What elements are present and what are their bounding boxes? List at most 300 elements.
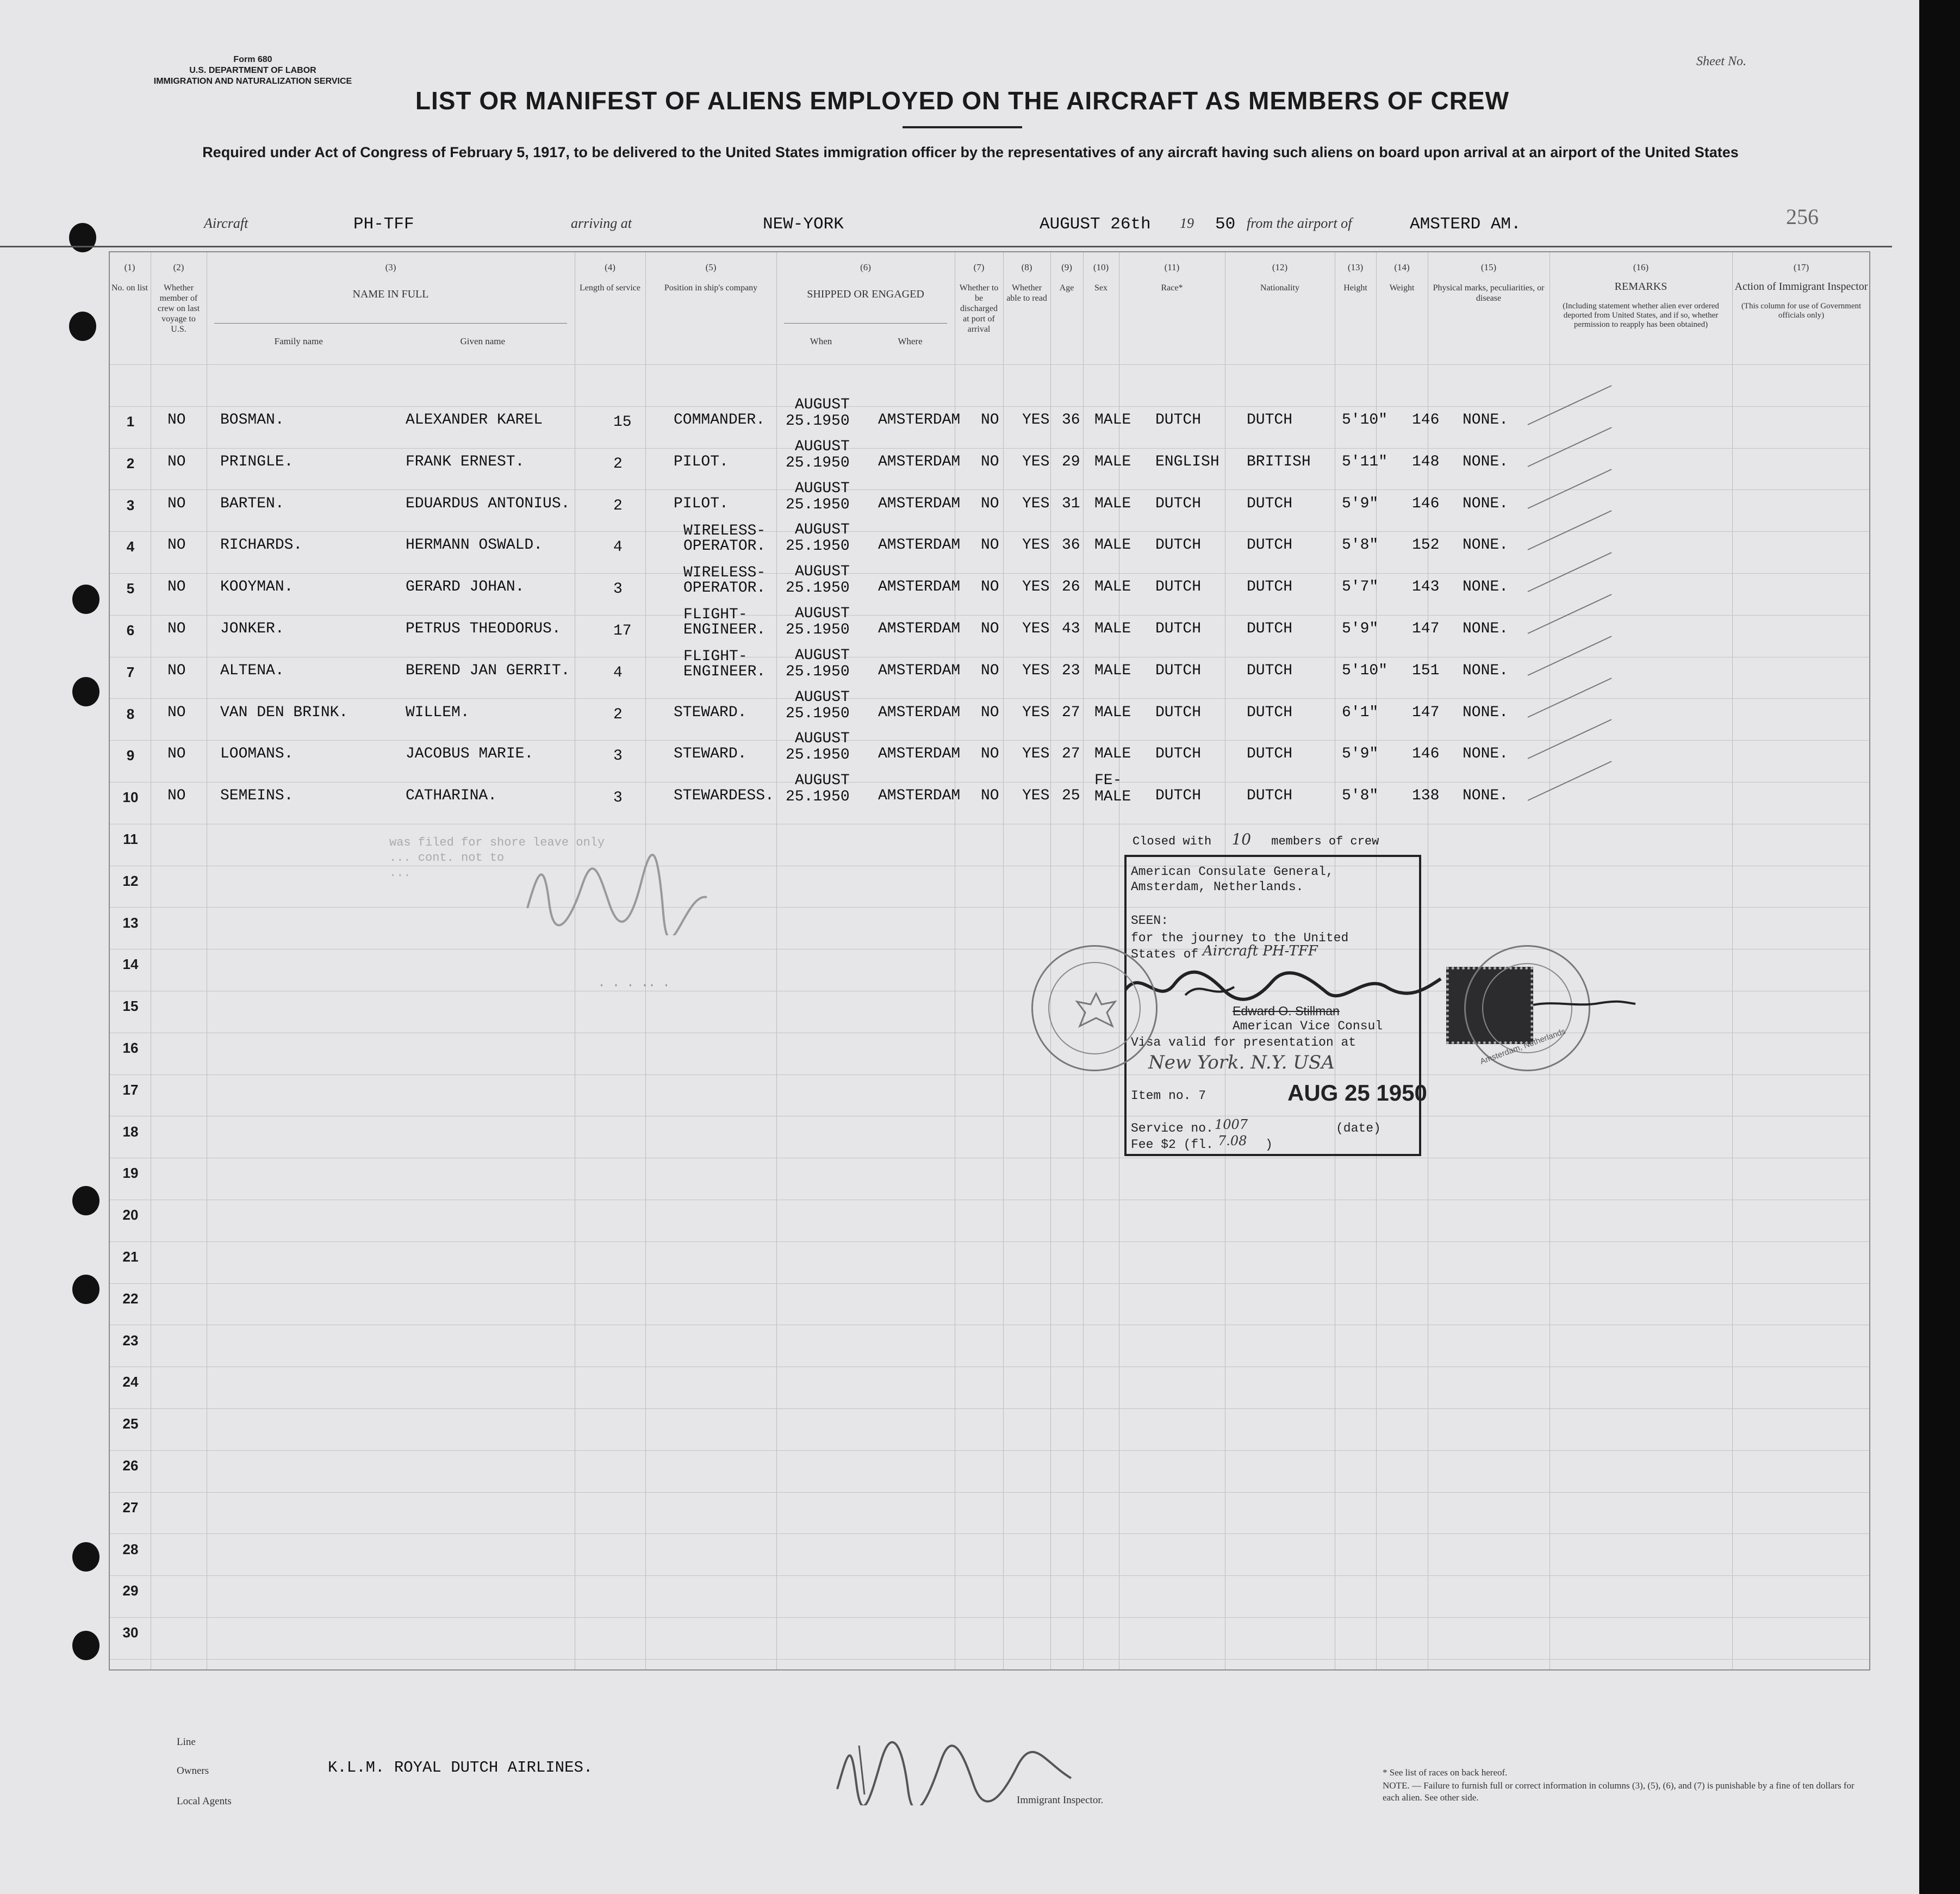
discharged: NO [981,662,999,679]
weight: 138 [1412,787,1440,805]
column-header: Whether to be discharged at port of arrival [959,283,999,334]
date-label: (date) [1336,1121,1381,1135]
shipped-where: AMSTERDAM [878,787,961,805]
punch-hole [72,1275,99,1304]
age: 25 [1062,787,1080,805]
faded-note-line-1: was filed for shore leave only [389,836,605,849]
family-name: BARTEN. [220,495,284,512]
race: DUTCH [1155,620,1202,637]
physical-marks: NONE. [1463,412,1509,429]
height: 6'1" [1342,704,1379,721]
family-name: KOOYMAN. [220,579,294,596]
visa-destination-handwritten: New York. N.Y. USA [1148,1052,1335,1073]
row-number: 29 [122,1582,139,1599]
subheader-rule [214,323,567,324]
able-to-read: YES [1022,787,1050,805]
position: STEWARDESS. [674,787,774,805]
row-number: 17 [122,1081,139,1098]
faded-note-line-3: ... [389,866,411,880]
length-of-service: 3 [613,748,623,765]
column-number: (14) [1394,262,1410,272]
column-header: Physical marks, peculiarities, or disease [1433,283,1545,303]
shipped-where: AMSTERDAM [878,537,961,554]
sex: MALE [1094,537,1131,554]
height: 5'9" [1342,620,1379,637]
column-number: (9) [1061,262,1072,272]
vice-consul-title: American Vice Consul [1233,1019,1383,1033]
length-of-service: 2 [613,455,623,473]
column-number: (13) [1347,262,1364,272]
row-number: 11 [123,831,138,847]
item-number: Item no. 7 [1131,1089,1206,1103]
discharged: NO [981,537,999,554]
column-header: Race* [1161,283,1183,293]
family-name: ALTENA. [220,662,284,679]
row-number: 15 [122,998,139,1015]
physical-marks: NONE. [1463,704,1509,721]
inspector-initials-faded [522,837,729,935]
position: COMMANDER. [674,412,766,429]
column-header: REMARKS [1614,281,1667,293]
fee-label: Fee $2 (fl. [1131,1138,1214,1152]
able-to-read: YES [1022,453,1050,470]
nationality: DUTCH [1247,412,1293,429]
column-subheader: Given name [460,336,506,346]
arriving-label: arriving at [571,215,632,231]
document-title: LIST OR MANIFEST OF ALIENS EMPLOYED ON THE AIRCRAFT AS MEMBERS OF CREW [415,86,1510,115]
column-note: (Including statement whether alien ever ordered deported from United States, and if so, whether permission to reapply has been obtained) [1563,302,1719,329]
weight: 152 [1412,537,1440,554]
row-number: 28 [122,1541,139,1557]
race: DUTCH [1155,537,1202,554]
shipped-where: AMSTERDAM [878,662,961,679]
length-of-service: 2 [613,706,623,723]
department: U.S. DEPARTMENT OF LABOR [189,66,316,75]
weight: 148 [1412,453,1440,470]
position: STEWARD. [674,746,747,763]
form-number: Form 680 [233,55,272,64]
subheader-rule [784,323,947,324]
shipped-where: AMSTERDAM [878,412,961,429]
arrival-date: AUGUST 26th [1040,215,1151,234]
discharged: NO [981,746,999,763]
row-number: 7 [126,663,135,680]
column-number: (1) [124,262,135,272]
given-name: ALEXANDER KAREL [406,412,543,429]
nationality: DUTCH [1247,787,1293,805]
column-number: (10) [1093,262,1109,272]
last-voyage: NO [167,787,186,805]
visa-valid-text: Visa valid for presentation at [1131,1035,1357,1050]
shipped-when: AUGUST [795,521,850,539]
column-subheader: When [810,336,832,346]
shipped-when: 25.1950 [786,705,850,722]
column-number: (5) [705,262,717,272]
column-header: Height [1343,283,1367,293]
sex: MALE [1094,579,1131,596]
column-header: Weight [1389,283,1415,293]
race: DUTCH [1155,412,1202,429]
weight: 147 [1412,704,1440,721]
discharged: NO [981,620,999,637]
column-header: Whether able to read [1006,283,1047,303]
aircraft-value: PH-TFF [353,215,414,234]
seal-text: Amsterdam, Netherlands [1479,1027,1567,1066]
age: 36 [1062,412,1080,429]
owners-value: K.L.M. ROYAL DUTCH AIRLINES. [328,1759,593,1777]
year-prefix: 19 [1180,215,1194,231]
sex: MALE [1094,495,1131,512]
faded-note-line-2: ... cont. not to [389,851,505,865]
age: 27 [1062,746,1080,763]
row-number: 22 [122,1290,139,1307]
row-number: 6 [126,622,135,638]
line-label: Line [177,1736,196,1748]
given-name: CATHARINA. [406,787,497,805]
column-number: (4) [605,262,615,272]
scan-edge [1919,0,1960,1894]
title-rule [903,126,1022,128]
nationality: DUTCH [1247,495,1293,512]
shipped-when: 25.1950 [786,538,850,555]
position: WIRELESS- [683,564,766,582]
sex: MALE [1094,788,1131,806]
age: 36 [1062,537,1080,554]
shipped-when: AUGUST [795,772,850,790]
row-number: 21 [122,1249,139,1265]
aircraft-label: Aircraft [204,215,248,231]
states-of-label: States of [1131,947,1199,961]
height: 5'9" [1342,746,1379,763]
race: ENGLISH [1155,453,1219,470]
row-number: 20 [122,1207,139,1224]
column-number: (12) [1272,262,1288,272]
length-of-service: 17 [613,623,632,639]
race: DUTCH [1155,662,1202,679]
sex: FE- [1094,772,1122,790]
shipped-where: AMSTERDAM [878,620,961,637]
position: OPERATOR. [683,538,766,555]
nationality: DUTCH [1247,662,1293,679]
physical-marks: NONE. [1463,787,1509,805]
column-subheader: Where [898,336,923,346]
given-name: PETRUS THEODORUS. [406,620,561,637]
position: PILOT. [674,495,729,512]
column-header: SHIPPED OR ENGAGED [807,288,924,300]
discharged: NO [981,579,999,596]
physical-marks: NONE. [1463,537,1509,554]
service-name: IMMIGRATION AND NATURALIZATION SERVICE [153,77,352,86]
row-number: 4 [126,538,135,555]
race: DUTCH [1155,704,1202,721]
seen-label: SEEN: [1131,914,1169,928]
faded-marks: · · · ·· · [598,979,670,992]
able-to-read: YES [1022,579,1050,596]
shipped-where: AMSTERDAM [878,746,961,763]
shipped-when: AUGUST [795,396,850,413]
physical-marks: NONE. [1463,746,1509,763]
column-number: (17) [1793,262,1809,272]
consulate-line-1: American Consulate General, [1131,865,1334,879]
column-header: Length of service [580,283,640,293]
shipped-when: 25.1950 [786,622,850,638]
able-to-read: YES [1022,537,1050,554]
able-to-read: YES [1022,495,1050,512]
row-number: 3 [126,496,135,513]
height: 5'8" [1342,537,1379,554]
punch-hole [72,1631,99,1660]
inspector-signature [826,1729,1077,1805]
date-stamp: AUG 25 1950 [1287,1080,1427,1106]
closed-suffix: members of crew [1271,835,1379,848]
age: 31 [1062,495,1080,512]
position: ENGINEER. [683,663,766,680]
shipped-when: AUGUST [795,438,850,455]
column-header: Nationality [1260,283,1299,293]
given-name: FRANK ERNEST. [406,453,525,470]
nationality: DUTCH [1247,620,1293,637]
column-header: No. on list [111,283,148,293]
shipped-when: AUGUST [795,688,850,706]
row-number: 26 [122,1457,139,1474]
punch-hole [72,1542,99,1572]
column-header: NAME IN FULL [352,288,429,300]
row-number: 10 [122,789,139,806]
eagle-icon [1069,983,1123,1037]
shipped-when: AUGUST [795,480,850,497]
height: 5'9" [1342,495,1379,512]
shipped-where: AMSTERDAM [878,579,961,596]
row-number: 30 [122,1624,139,1641]
able-to-read: YES [1022,662,1050,679]
weight: 147 [1412,620,1440,637]
length-of-service: 15 [613,414,632,431]
discharged: NO [981,453,999,470]
length-of-service: 3 [613,790,623,807]
physical-marks: NONE. [1463,495,1509,512]
column-header: Age [1059,283,1074,293]
from-label: from the airport of [1247,215,1352,231]
length-of-service: 2 [613,497,623,514]
column-number: (8) [1021,262,1032,272]
column-number: (11) [1164,262,1180,272]
position: PILOT. [674,453,729,470]
shipped-when: 25.1950 [786,454,850,471]
able-to-read: YES [1022,746,1050,763]
punch-hole [72,677,99,706]
race: DUTCH [1155,579,1202,596]
page-number: 256 [1786,204,1819,229]
family-name: BOSMAN. [220,412,284,429]
shipped-where: AMSTERDAM [878,453,961,470]
column-number: (15) [1480,262,1497,272]
length-of-service: 4 [613,664,623,681]
shipped-when: 25.1950 [786,413,850,430]
race: DUTCH [1155,746,1202,763]
row-number: 2 [126,455,135,471]
race: DUTCH [1155,495,1202,512]
position: FLIGHT- [683,606,748,623]
header-separator [0,246,1892,247]
inspector-label: Immigrant Inspector. [1017,1794,1104,1806]
position: WIRELESS- [683,523,766,540]
discharged: NO [981,704,999,721]
sheet-no-label: Sheet No. [1696,54,1746,69]
nationality: DUTCH [1247,579,1293,596]
given-name: EDUARDUS ANTONIUS. [406,495,570,512]
physical-marks: NONE. [1463,662,1509,679]
agents-label: Local Agents [177,1796,232,1807]
row-number: 13 [122,914,139,931]
height: 5'11" [1342,453,1388,470]
shipped-when: 25.1950 [786,788,850,806]
age: 26 [1062,579,1080,596]
shipped-when: 25.1950 [786,747,850,764]
sex: MALE [1094,412,1131,429]
able-to-read: YES [1022,412,1050,429]
last-voyage: NO [167,412,186,429]
given-name: JACOBUS MARIE. [406,746,534,763]
shipped-when: 25.1950 [786,496,850,513]
length-of-service: 3 [613,581,623,598]
row-number: 25 [122,1415,139,1432]
closed-prefix: Closed with [1133,835,1212,848]
stamp-cancel-line [1533,995,1637,1011]
race-note: * See list of races on back hereof. [1383,1767,1508,1778]
consulate-seal-left [1031,945,1158,1071]
row-number: 24 [122,1374,139,1390]
states-handwritten: Aircraft PH-TFF [1203,943,1318,959]
row-number: 1 [126,413,135,430]
column-number: (3) [385,262,396,272]
shipped-when: AUGUST [795,647,850,664]
length-of-service: 4 [613,539,623,556]
family-name: VAN DEN BRINK. [220,704,349,721]
sex: MALE [1094,453,1131,470]
sex: MALE [1094,704,1131,721]
consulate-line-2: Amsterdam, Netherlands. [1131,880,1304,894]
row-number: 27 [122,1499,139,1516]
punch-hole [69,312,96,341]
row-number: 18 [122,1123,139,1140]
nationality: BRITISH [1247,453,1311,470]
shipped-when: AUGUST [795,605,850,622]
weight: 146 [1412,412,1440,429]
row-number: 23 [122,1332,139,1349]
age: 29 [1062,453,1080,470]
discharged: NO [981,495,999,512]
row-number: 14 [122,956,139,973]
family-name: RICHARDS. [220,537,303,554]
nationality: DUTCH [1247,537,1293,554]
shipped-when: AUGUST [795,563,850,581]
signer-name: Edward O. Stillman [1233,1004,1340,1018]
given-name: GERARD JOHAN. [406,579,525,596]
discharged: NO [981,787,999,805]
column-header: Whether member of crew on last voyage to U.S. [157,283,200,334]
nationality: DUTCH [1247,704,1293,721]
height: 5'8" [1342,787,1379,805]
year-suffix: 50 [1215,215,1236,234]
column-subheader: Family name [274,336,323,346]
sex: MALE [1094,746,1131,763]
sex: MALE [1094,662,1131,679]
height: 5'10" [1342,412,1388,429]
row-number: 12 [122,872,139,889]
punch-hole [72,1186,99,1215]
row-number: 9 [126,747,135,764]
column-header: Action of Immigrant Inspector [1734,281,1868,293]
height: 5'10" [1342,662,1388,679]
fee-handwritten: 7.08 [1218,1133,1247,1148]
row-number: 8 [126,705,135,722]
form-designation [111,54,394,87]
closed-count: 10 [1231,830,1252,848]
consul-signature [1120,962,1446,1011]
last-voyage: NO [167,704,186,721]
sex: MALE [1094,620,1131,637]
last-voyage: NO [167,662,186,679]
punch-hole [69,223,96,252]
given-name: WILLEM. [406,704,470,721]
weight: 151 [1412,662,1440,679]
position: OPERATOR. [683,580,766,597]
service-number-handwritten: 1007 [1215,1117,1248,1132]
position: ENGINEER. [683,622,766,638]
able-to-read: YES [1022,620,1050,637]
age: 43 [1062,620,1080,637]
position: FLIGHT- [683,648,748,665]
shipped-where: AMSTERDAM [878,495,961,512]
last-voyage: NO [167,495,186,512]
physical-marks: NONE. [1463,453,1509,470]
column-number: (6) [860,262,871,272]
penalty-note: NOTE. — Failure to furnish full or correct information in columns (3), (5), (6), and (7) is punishable by a fine of ten dollars for each alien. See other side. [1383,1780,1855,1803]
able-to-read: YES [1022,704,1050,721]
column-header: Position in ship's company [664,283,758,293]
weight: 146 [1412,746,1440,763]
height: 5'7" [1342,579,1379,596]
journey-text: for the journey to the United [1131,931,1349,945]
given-name: HERMANN OSWALD. [406,537,543,554]
weight: 146 [1412,495,1440,512]
column-note: (This column for use of Government officials only) [1741,302,1862,320]
shipped-when: 25.1950 [786,663,850,680]
discharged: NO [981,412,999,429]
column-number: (2) [173,262,184,272]
position: STEWARD. [674,704,747,721]
document-subtitle: Required under Act of Congress of February 5, 1917, to be delivered to the United States immigration officer by the representatives of any aircraft having such aliens on board upon arrival at an airport of the United States [202,144,1739,160]
row-number: 19 [122,1165,139,1182]
service-label: Service no. [1131,1121,1214,1135]
row-number: 16 [122,1040,139,1056]
last-voyage: NO [167,579,186,596]
column-number: (7) [973,262,985,272]
fee-close: ) [1265,1138,1273,1152]
owners-label: Owners [177,1765,209,1777]
shipped-when: 25.1950 [786,580,850,597]
age: 27 [1062,704,1080,721]
shipped-where: AMSTERDAM [878,704,961,721]
weight: 143 [1412,579,1440,596]
physical-marks: NONE. [1463,620,1509,637]
family-name: JONKER. [220,620,284,637]
arriving-value: NEW-YORK [763,215,844,234]
closed-with-note [1133,830,1379,848]
shipped-when: AUGUST [795,730,850,748]
given-name: BEREND JAN GERRIT. [406,662,570,679]
family-name: SEMEINS. [220,787,294,805]
